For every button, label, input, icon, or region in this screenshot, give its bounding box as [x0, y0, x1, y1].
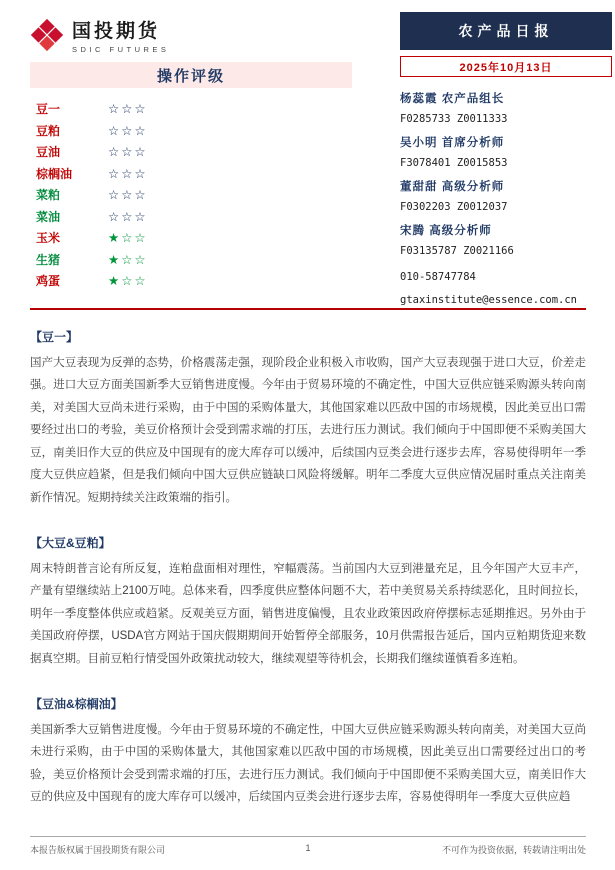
ratings-panel: [30, 62, 352, 292]
contact-phone: 010-58747784: [400, 271, 476, 283]
rating-stars: ☆☆☆: [108, 209, 148, 224]
analyst-license-code: F0285733 Z0011333: [400, 113, 508, 125]
section-dadou-doupo: [30, 534, 586, 670]
ratings-title: 操作评级: [30, 62, 352, 88]
report-date: 2025年10月13日: [459, 61, 553, 74]
analyst-name-title: 杨蕊霞 农产品组长: [400, 93, 505, 105]
report-date-box: [400, 56, 612, 77]
report-title: 农产品日报: [458, 23, 554, 39]
section-douyi: [30, 328, 586, 509]
rating-stars: ☆☆☆: [108, 166, 148, 181]
analyst-name-title: 董甜甜 高级分析师: [400, 181, 505, 193]
rating-row: [36, 184, 346, 206]
section-paragraph: 国产大豆表现为反弹的态势，价格震荡走强，现阶段企业积极入市收购，国产大豆表现强于进口大豆，价差走强。进口大豆方面美国新季大豆销售进度慢。今年由于贸易环境的不确定性，中国大豆供应链采购源头转向南美，对美国大豆尚未进行采购，由于中国的采购体量大，其他国家难以匹敌中国的市场规模，因此美豆出口需要经过出口的考验，美豆价格预计会受到需求端的打压，去进行压力测试。我们倾向于中国即便不采购美国大豆，南美旧作大豆的供应及中国现有的庞大库存可以缓冲，后续国内豆类会进行逐步去库，容易使得明年一季度大豆供应趋紧，但是我们倾向中国大豆供应链缺口风险将缓解。明年二季度大豆供应情况届时重点关注南美新作情况。短期持续关注政策端的指引。: [30, 357, 586, 504]
rating-stars: ★☆☆: [108, 274, 148, 289]
section-paragraph: 周末特朗普言论有所反复，连粕盘面相对理性，窄幅震荡。当前国内大豆到港量充足，且今年国产大豆丰产，产量有望继续站上2100万吨。总体来看，四季度供应整体问题不大，若中美贸易关系持续恶化，且时间拉长，明年一季度整体供应或趋紧。反观美豆方面，销售进度偏慢，且农业政策因政府停摆标志延期推迟。另外由于美国政府停摆，USDA官方网站于国庆假期期间开始暂停全部服务，10月供需报告延后，国内豆粕期货迎来数据真空期。目前豆粕行情受国外政策扰动较大，继续观望等待机会，长期我们继续谨慎看多连粕。: [30, 562, 586, 665]
rating-row: [36, 141, 346, 163]
commodity-name: 玉米: [36, 231, 61, 246]
brand-text: [72, 16, 169, 54]
commodity-name: 鸡蛋: [36, 274, 61, 289]
rating-row: [36, 98, 346, 120]
rating-row: [36, 206, 346, 228]
contact-email[interactable]: gtaxinstitute@essence.com.cn: [400, 294, 578, 306]
commodity-name: 生猪: [36, 252, 61, 267]
rating-stars: ☆☆☆: [108, 123, 148, 138]
page-number: 1: [305, 843, 311, 853]
analyst-name-title: 宋腾 高级分析师: [400, 225, 492, 237]
analyst-license-code: F03135787 Z0021166: [400, 245, 514, 257]
rating-stars: ★☆☆: [108, 231, 148, 246]
rating-stars: ☆☆☆: [108, 145, 148, 160]
footer: [30, 843, 586, 856]
report-title-banner: [400, 12, 612, 50]
report-body: [30, 328, 586, 834]
company-logo-icon: [30, 18, 64, 52]
section-paragraph: 美国新季大豆销售进度慢。今年由于贸易环境的不确定性，中国大豆供应链采购源头转向南美，对美国大豆尚未进行采购，由于中国的采购体量大，其他国家难以匹敌中国的市场规模，因此美豆出口需要经过出口的考验，美豆价格预计会受到需求端的打压，去进行压力测试。我们倾向于中国即便不采购美国大豆，南美旧作大豆的供应及中国现有的庞大库存可以缓冲，后续国内豆类会进行逐步去库，容易使得明年一季度大豆供应趋: [30, 724, 586, 804]
company-name-en: SDIC FUTURES: [72, 45, 170, 54]
ratings-list: [30, 88, 352, 292]
header-divider: [30, 308, 586, 310]
company-name: 国投期货: [72, 21, 161, 42]
analyst-license-code: F0302203 Z0012037: [400, 201, 508, 213]
commodity-name: 菜油: [36, 209, 61, 224]
rating-row: [36, 163, 346, 185]
footer-copyright: 本报告版权属于国投期货有限公司: [30, 845, 166, 855]
commodity-name: 棕榈油: [36, 166, 73, 181]
rating-stars: ★☆☆: [108, 252, 148, 267]
commodity-name: 豆油: [36, 145, 61, 160]
footer-disclaimer: 不可作为投资依据，转载请注明出处: [441, 845, 586, 855]
section-heading: 【大豆&豆粕】: [30, 535, 111, 550]
section-douyou-zonglvyou: [30, 695, 586, 809]
brand: [30, 16, 169, 54]
rating-row: [36, 227, 346, 249]
rating-stars: ☆☆☆: [108, 102, 148, 117]
section-heading: 【豆油&棕榈油】: [30, 697, 123, 712]
rating-row: [36, 249, 346, 271]
commodity-name: 豆一: [36, 102, 61, 117]
analyst-block: [400, 90, 615, 306]
rating-row: [36, 120, 346, 142]
rating-stars: ☆☆☆: [108, 188, 148, 203]
analyst-name-title: 吴小明 首席分析师: [400, 137, 505, 149]
commodity-name: 豆粕: [36, 123, 61, 138]
commodity-name: 菜粕: [36, 188, 61, 203]
footer-divider: [30, 836, 586, 837]
section-heading: 【豆一】: [30, 330, 79, 344]
rating-row: [36, 270, 346, 292]
analyst-license-code: F3078401 Z0015853: [400, 157, 508, 169]
